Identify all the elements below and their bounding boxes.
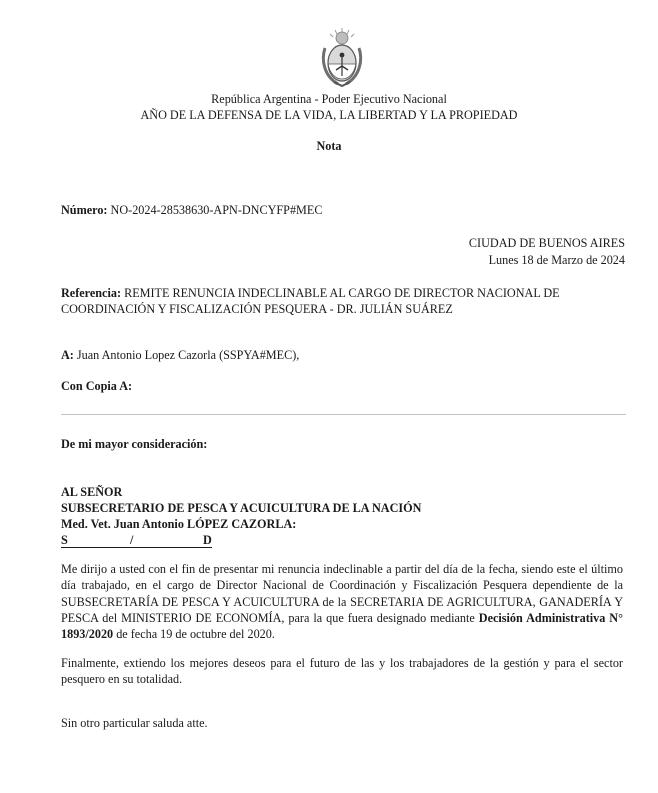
addressee-line-3: Med. Vet. Juan Antonio LÓPEZ CAZORLA: (61, 517, 297, 531)
divider (61, 414, 626, 415)
coat-of-arms-seal (318, 26, 366, 90)
para1-line-4-text: PESCA del MINISTERIO DE ECONOMÍA, para la que fuera designado mediante (61, 610, 475, 625)
numero-label: Número: (61, 203, 108, 217)
year-motto: AÑO DE LA DEFENSA DE LA VIDA, LA LIBERTAD Y LA PROPIEDAD (140, 108, 518, 122)
referencia-line-2: COORDINACIÓN Y FISCALIZACIÓN PESQUERA - DR. JULIÁN SUÁREZ (61, 302, 453, 316)
para1-line-4 (61, 610, 623, 626)
para1-line-2: día trabajado, en el cargo de Director Nacional de Coordinación y Fiscalización Pesquera dependiente de la (61, 578, 623, 593)
referencia-label: Referencia: (61, 286, 122, 300)
para2-line-2: pesquero en su totalidad. (61, 672, 183, 687)
decision-reference-a: Decisión Administrativa N° (478, 610, 623, 625)
addressee-slash: / (130, 533, 134, 547)
city: CIUDAD DE BUENOS AIRES (468, 236, 625, 250)
para1-line-1: Me dirijo a usted con el fin de presentar mi renuncia indeclinable a partir del día de la fecha, siendo este el último (61, 562, 623, 576)
decision-reference-b: 1893/2020 (61, 627, 114, 642)
body-paragraph-1 (61, 561, 623, 642)
numero-value: NO-2024-28538630-APN-DNCYFP#MEC (110, 203, 323, 217)
para1-line-5-text: de fecha 19 de octubre del 2020. (116, 627, 275, 642)
closing: Sin otro particular saluda atte. (61, 716, 208, 730)
to-value: Juan Antonio Lopez Cazorla (SSPYA#MEC), (76, 348, 300, 362)
cc-label: Con Copia A: (61, 379, 133, 393)
para1-line-3: SUBSECRETARÍA DE PESCA Y ACUICULTURA de la SECRETARIA DE AGRICULTURA, GANADERÍA Y (61, 594, 623, 609)
referencia-line-1: REMITE RENUNCIA INDECLINABLE AL CARGO DE DIRECTOR NACIONAL DE (124, 286, 560, 300)
numero-row (61, 202, 322, 218)
to-label: A: (61, 348, 74, 362)
date: Lunes 18 de Marzo de 2024 (488, 253, 625, 267)
document-type: Nota (316, 139, 342, 153)
addressee-line-2: SUBSECRETARIO DE PESCA Y ACUICULTURA DE LA NACIÓN (61, 501, 422, 515)
addressee-line-1: AL SEÑOR (61, 485, 123, 499)
para2-line-1: Finalmente, extiendo los mejores deseos para el futuro de las y los trabajadores de la gestión y para el sector (61, 656, 623, 670)
salutation: De mi mayor consideración: (61, 437, 208, 451)
institution-line: República Argentina - Poder Ejecutivo Nacional (211, 92, 447, 106)
para1-line-5 (61, 626, 623, 642)
to-row (61, 347, 299, 363)
addressee-s: S (61, 533, 68, 547)
addressee-d: D (203, 533, 212, 547)
addressee-line-4 (61, 532, 212, 548)
referencia (61, 285, 626, 317)
body-paragraph-2 (61, 655, 623, 688)
